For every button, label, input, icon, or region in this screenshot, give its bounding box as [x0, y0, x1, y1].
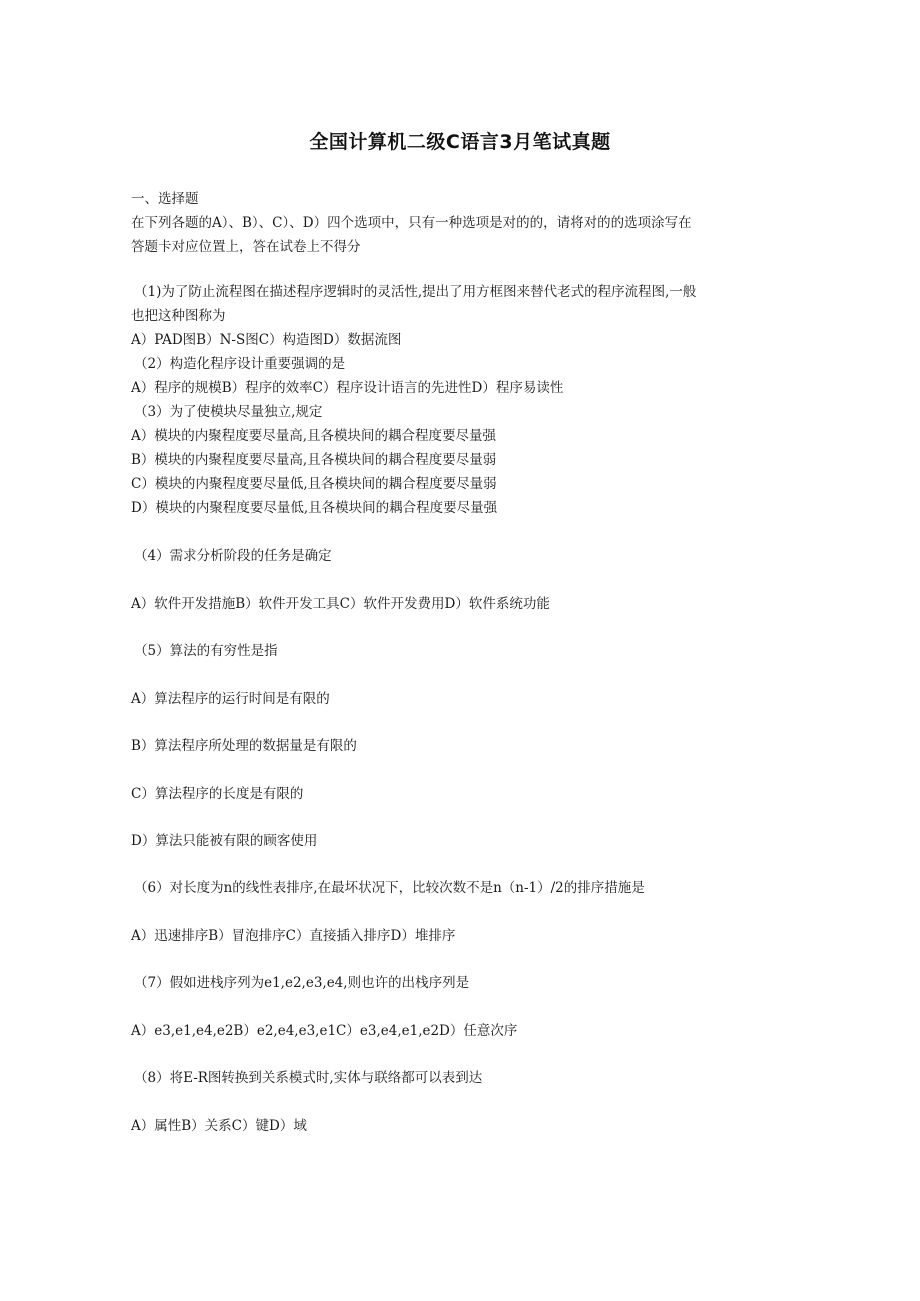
question-1-text: （1)为了防止流程图在描述程序逻辑时的灵活性,提出了用方框图来替代老式的程序流程图,一般 — [134, 284, 697, 300]
question-5-option-d: D）算法只能被有限的顾客使用 — [131, 833, 318, 849]
question-1-text: 也把这种图称为 — [131, 308, 226, 324]
question-5-text: （5）算法的有穷性是指 — [134, 643, 278, 659]
question-7-text: （7）假如进栈序列为e1,e2,e3,e4,则也许的出栈序列是 — [134, 975, 470, 991]
question-6-options: A）迅速排序B）冒泡排序C）直接插入排序D）堆排序 — [131, 928, 456, 944]
question-5-option-b: B）算法程序所处理的数据量是有限的 — [131, 738, 357, 754]
question-4-options: A）软件开发措施B）软件开发工具C）软件开发费用D）软件系统功能 — [131, 596, 550, 612]
instruction-line: 在下列各题的A）、B）、C）、D）四个选项中，只有一种选项是对的的，请将对的的选项涂写在 — [131, 215, 692, 231]
question-8-text: （8）将E-R图转换到关系模式时,实体与联络都可以表到达 — [134, 1070, 483, 1086]
question-3-option-b: B）模块的内聚程度要尽量高,且各模块间的耦合程度要尽量弱 — [131, 452, 497, 468]
question-3-option-d: D）模块的内聚程度要尽量低,且各模块间的耦合程度要尽量强 — [131, 500, 498, 516]
question-5-option-a: A）算法程序的运行时间是有限的 — [131, 691, 330, 707]
question-3-option-a: A）模块的内聚程度要尽量高,且各模块间的耦合程度要尽量强 — [131, 428, 497, 444]
question-4-text: （4）需求分析阶段的任务是确定 — [134, 548, 332, 564]
question-3-option-c: C）模块的内聚程度要尽量低,且各模块间的耦合程度要尽量弱 — [131, 476, 497, 492]
question-5-option-c: C）算法程序的长度是有限的 — [131, 786, 304, 802]
question-1-options: A）PAD图B）N-S图C）构造图D）数据流图 — [131, 332, 402, 348]
question-8-options: A）属性B）关系C）键D）域 — [131, 1118, 307, 1134]
section-heading: 一、选择题 — [131, 191, 199, 207]
question-2-text: （2）构造化程序设计重要强调的是 — [134, 356, 346, 372]
question-6-text: （6）对长度为n的线性表排序,在最坏状况下，比较次数不是n（n-1）/2的排序措施是 — [134, 880, 645, 896]
instruction-line: 答题卡对应位置上，答在试卷上不得分 — [131, 239, 361, 255]
question-2-options: A）程序的规模B）程序的效率C）程序设计语言的先进性D）程序易读性 — [131, 380, 564, 396]
question-7-options: A）e3,e1,e4,e2B）e2,e4,e3,e1C）e3,e4,e1,e2D）任意次序 — [131, 1023, 518, 1039]
question-3-text: （3）为了使模块尽量独立,规定 — [134, 404, 323, 420]
document-title: 全国计算机二级C语言3月笔试真题 — [309, 131, 611, 153]
